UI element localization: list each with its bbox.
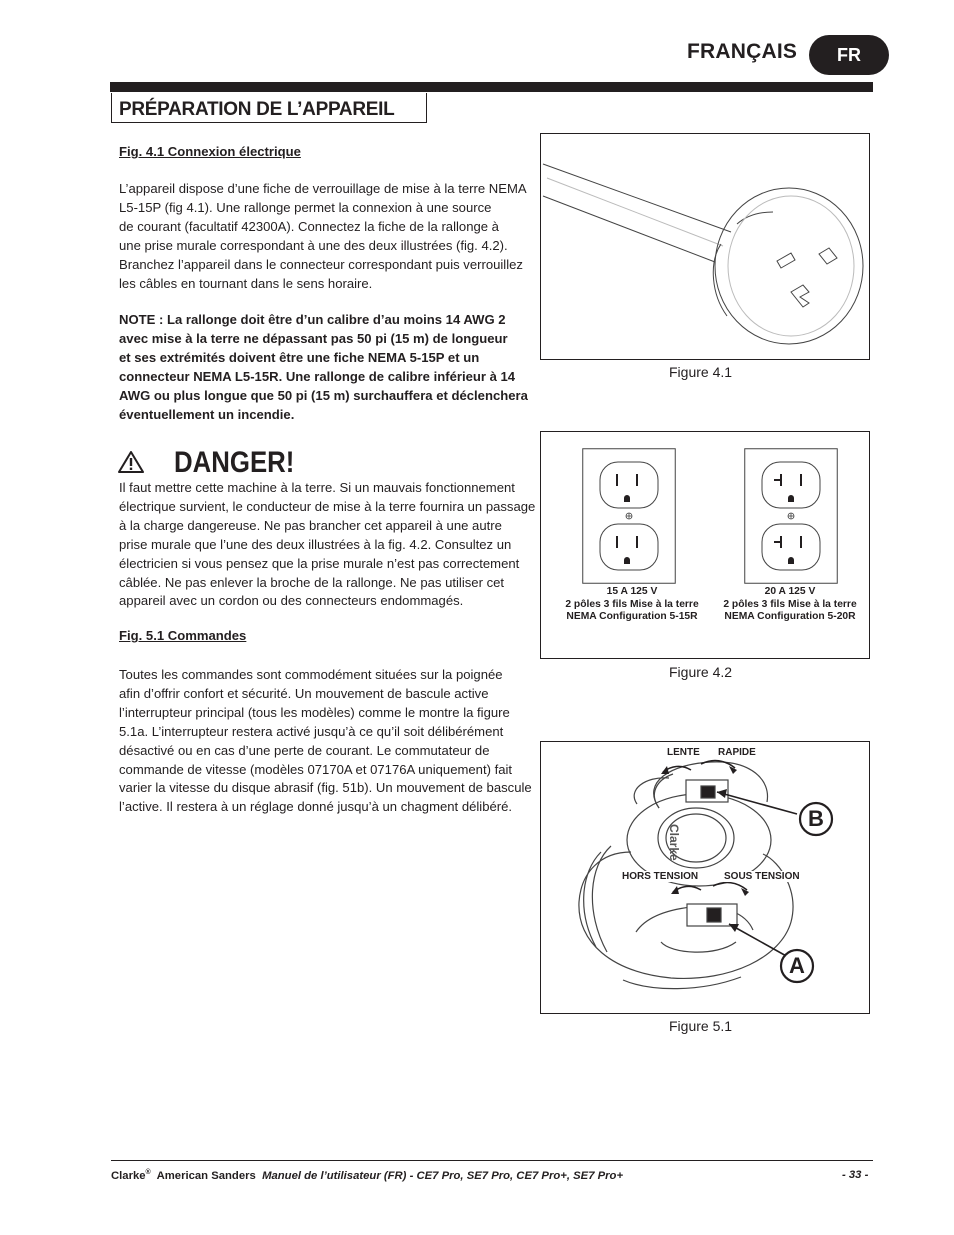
text-line: L’appareil dispose d’une fiche de verrouillage de mise à la terre NEMA xyxy=(119,181,527,196)
power-off-label: HORS TENSION xyxy=(622,871,699,882)
outlet-left-label xyxy=(553,586,711,624)
text-line: éventuellement un incendie. xyxy=(119,406,295,422)
danger-paragraph xyxy=(119,479,535,611)
controls-heading: Fig. 5.1 Commandes xyxy=(119,628,247,643)
locking-plug-illustration xyxy=(541,134,868,358)
text-line: commande de vitesse (modèles 07170A et 07176A uniquement) fait xyxy=(119,761,513,777)
text-line: à la charge dangereuse. Ne pas brancher cet appareil à une autre xyxy=(119,517,502,533)
text-line: prise murale que l’une des deux illustrées à la fig. 4.2. Consultez un xyxy=(119,536,512,552)
outlet-rating: 15 A 125 V xyxy=(606,586,658,597)
text-line: l’interrupteur principal (tous les modèles) comme le montre la figure xyxy=(119,704,510,720)
outlet-config: NEMA Configuration 5-15R xyxy=(566,611,698,623)
text-line: appareil avec un cordon ou des connecteurs endommagés. xyxy=(119,593,464,609)
language-badge: FR xyxy=(809,35,889,75)
text-line: NOTE : La rallonge doit être d’un calibre d’au moins 14 AWG 2 xyxy=(119,312,506,327)
text-line: Branchez l’appareil dans le connecteur correspondant puis verrouillez xyxy=(119,256,523,272)
text-line: varier la vitesse du disque abrasif (fig. 51b). Un mouvement de bascule xyxy=(119,780,532,796)
outlet-config: NEMA Configuration 5-20R xyxy=(724,611,856,623)
outlet-rating: 20 A 125 V xyxy=(764,586,816,597)
text-line: électricien si vous pensez que la prise murale n’est pas correctement xyxy=(119,555,520,571)
text-line: câblée. Ne pas enlever la broche de la rallonge. Ne pas utiliser cet xyxy=(119,574,505,590)
note-paragraph xyxy=(119,311,528,424)
text-line: Toutes les commandes sont commodément situées sur la poignée xyxy=(119,667,503,682)
text-line: avec mise à la terre ne dépassant pas 50 pi (15 m) de longueur xyxy=(119,330,508,346)
text-line: l’active. Il restera à un réglage donné jusqu’à un chagment délibéré. xyxy=(119,799,513,815)
figure-4-2-caption: Figure 4.2 xyxy=(669,664,733,680)
figure-5-1-frame xyxy=(540,741,870,1014)
brand-logo: Clarke xyxy=(667,824,681,861)
outlet-poles: 2 pôles 3 fils Mise à la terre xyxy=(565,598,699,610)
callout-a: A xyxy=(789,953,805,978)
text-line: 5.1a. L’interrupteur restera activé jusqu’à ce qu’il soit délibérément xyxy=(119,723,504,739)
footer-text xyxy=(111,1169,623,1182)
text-line: afin d’offrir confort et sécurité. Un mouvement de bascule active xyxy=(119,685,489,701)
text-line: désactivé ou en cas d’une perte de courant. Le commutateur de xyxy=(119,742,490,758)
electrical-paragraph xyxy=(119,180,527,293)
text-line: L5-15P (fig 4.1). Une rallonge permet la connexion à une source xyxy=(119,199,492,215)
warning-triangle-icon xyxy=(117,450,145,474)
figure-4-1-caption: Figure 4.1 xyxy=(669,364,733,380)
outlet-5-15r-icon xyxy=(582,448,676,584)
header-rule xyxy=(110,82,873,92)
footer-manual: Manuel de l’utilisateur (FR) - CE7 Pro, SE7 Pro, CE7 Pro+, SE7 Pro+ xyxy=(262,1169,624,1182)
section-title: PRÉPARATION DE L’APPAREIL xyxy=(111,93,427,123)
figure-4-2-frame xyxy=(540,431,870,659)
figure-5-1-caption: Figure 5.1 xyxy=(669,1018,733,1034)
figure-4-1-frame xyxy=(540,133,870,360)
callout-b: B xyxy=(808,806,824,831)
electrical-heading: Fig. 4.1 Connexion électrique xyxy=(119,144,301,159)
text-line: AWG ou plus longue que 50 pi (15 m) surchauffera et déclenchera xyxy=(119,387,528,403)
outlet-5-20r-icon xyxy=(744,448,838,584)
language-label: FRANÇAIS xyxy=(687,40,798,63)
text-line: électrique survient, le conducteur de mise à la terre fournira un passage xyxy=(119,498,536,514)
sander-handle-illustration xyxy=(541,742,868,1012)
speed-fast-label: RAPIDE xyxy=(718,747,756,758)
power-on-label: SOUS TENSION xyxy=(724,871,800,882)
outlet-right-label xyxy=(711,586,869,624)
footer-registered: ® xyxy=(145,1169,151,1176)
footer-rule xyxy=(111,1160,873,1161)
speed-slow-label: LENTE xyxy=(667,747,700,758)
outlet-poles: 2 pôles 3 fils Mise à la terre xyxy=(723,598,857,610)
text-line: et ses extrémités doivent être une fiche NEMA 5-15P et un xyxy=(119,349,480,365)
page-number: - 33 - xyxy=(842,1169,869,1181)
controls-paragraph xyxy=(119,666,532,817)
footer-company: American Sanders xyxy=(156,1169,256,1182)
text-line: connecteur NEMA L5-15R. Une rallonge de calibre inférieur à 14 xyxy=(119,368,516,384)
footer-brand: Clarke xyxy=(111,1169,146,1182)
text-line: Il faut mettre cette machine à la terre. Si un mauvais fonctionnement xyxy=(119,480,515,495)
text-line: les câbles en tournant dans le sens horaire. xyxy=(119,275,373,291)
danger-title: DANGER! xyxy=(174,446,295,479)
text-line: de courant (facultatif 42300A). Connectez la fiche de la rallonge à xyxy=(119,218,499,234)
text-line: une prise murale correspondant à une des deux illustrées (fig. 4.2). xyxy=(119,237,508,253)
